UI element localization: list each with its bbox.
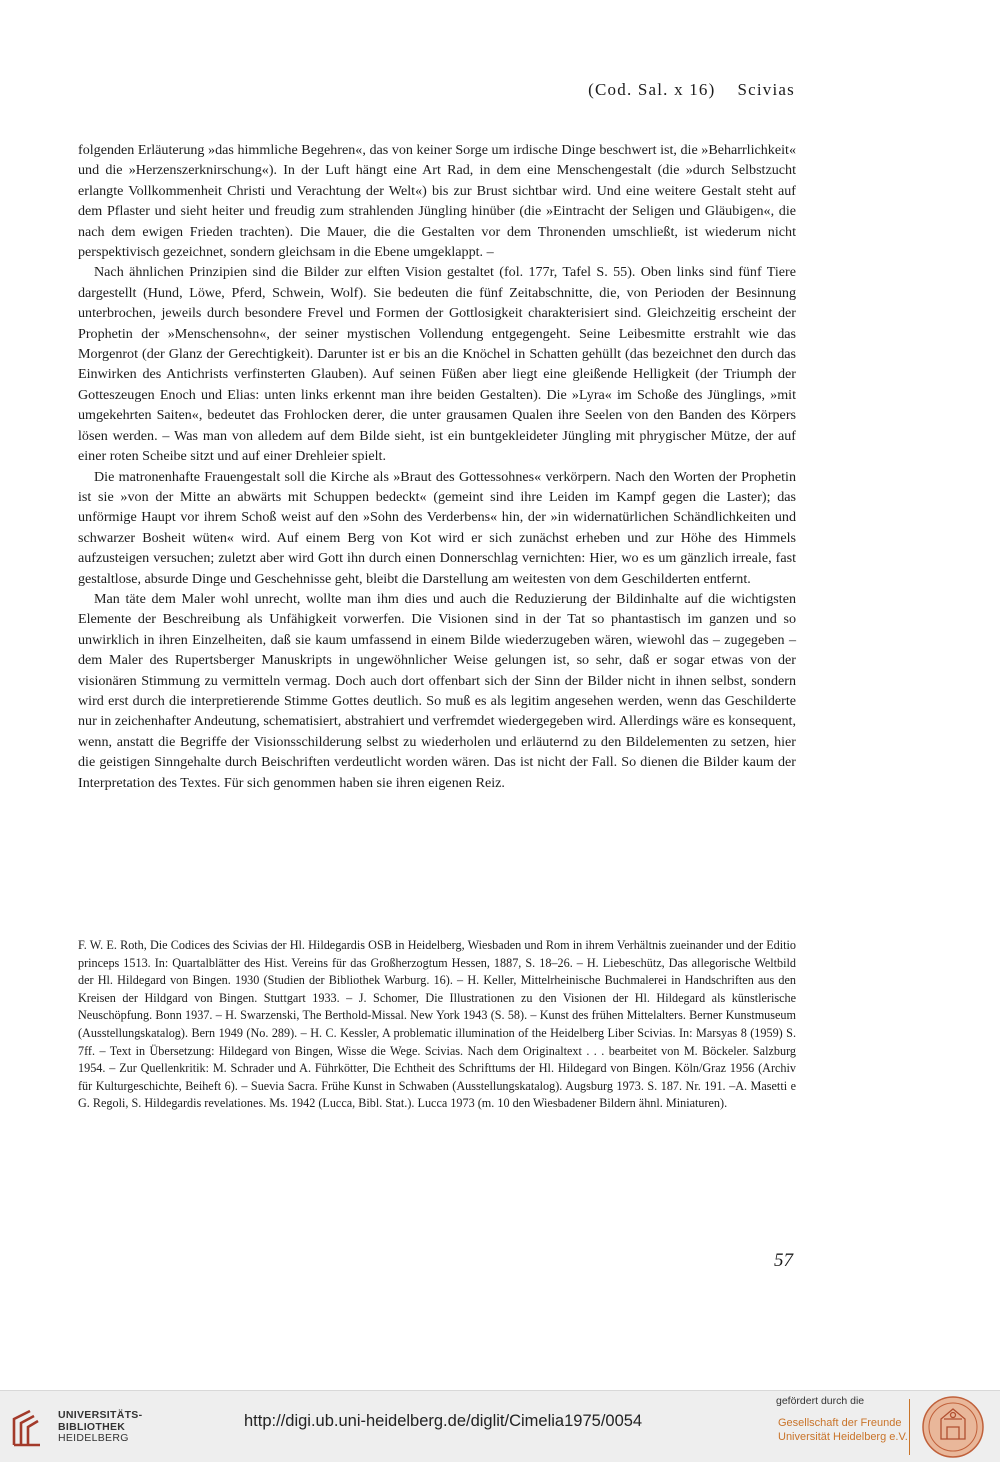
paragraph: folgenden Erläuterung »das himmliche Begehren«, das von keiner Sorge um irdische Dinge beschwert ist, die »Beharrlichkeit« und die »Herzenszerknirschung«). In der Luft hängt eine Art Rad, in dem eine Menschengestalt (die »durch Selbstzucht erlangte Vollkommenheit Christi und Verachtung der Welt«) bis zur Brust sichtbar wird. Und eine weitere Gestalt steht auf dem Pflaster und sieht heiter und freudig zum strahlenden Jüngling hinüber (die »Eintracht der Seligen und Gläubigen«, die nach dem ewigen Frieden trachten). Die Mauer, die die Gestalten vor dem Thronenden umschließt, ist wiederum nicht perspektivisch gezeichnet, sondern gleichsam in die Ebene umgeklappt. –	[78, 142, 796, 261]
library-name-line: UNIVERSITÄTS-	[58, 1409, 143, 1421]
sponsor-name: Universität Heidelberg e.V.	[778, 1431, 908, 1443]
running-head-codex: (Cod. Sal. x 16)	[588, 80, 716, 99]
running-head	[588, 80, 795, 100]
running-head-title: Scivias	[737, 80, 795, 99]
footer-bar	[0, 1390, 1000, 1462]
library-name	[58, 1410, 142, 1445]
university-library-logo-icon	[10, 1407, 54, 1447]
sponsor-name: Gesellschaft der Freunde	[778, 1417, 902, 1429]
body-text	[78, 140, 796, 793]
library-name-line: BIBLIOTHEK	[58, 1420, 126, 1433]
paragraph: Die matronenhafte Frauengestalt soll die Kirche als »Braut des Gottessohnes« verkörpern. Nach den Worten der Prophetin ist sie »von der Mitte an abwärts mit Schuppen bedeckt« (gemeint sind ihre Leiden im Kampf gegen die Laster); das unförmige Haupt vor ihrem Schoß weist auf den »Sohn des Verderbens« hin, der »in widernatürlichen Schändlichkeiten und schwarzer Bosheit wüten« wird. Auf einem Berg von Kot wird er sich zunächst erheben und zur Höhe des Himmels aufzusteigen versuchen; zuletzt aber wird Gott ihn durch einen Donnerschlag vernichten: Hier, wo es um gänzlich irreale, fast gestaltlose, absurde Dinge und Geschehnisse geht, bleibt die Darstellung am weitesten von dem Geschilderten entfernt.	[78, 468, 796, 587]
bibliography-note: F. W. E. Roth, Die Codices des Scivias der Hl. Hildegardis OSB in Heidelberg, Wiesbaden und Rom in ihrem Verhältnis zueinander und der Editio princeps 1513. In: Quartalblätter des Hist. Vereins für das Großherzogtum Hessen, 1887, S. 18–26. – H. Liebeschütz, Das allegorische Weltbild der Hl. Hildegard von Bingen. 1930 (Studien der Bibliothek Warburg. 16). – H. Keller, Mittelrheinische Buchmalerei in Handschriften aus den Kreisen der Hildgard von Bingen. Stuttgart 1933. – J. Schomer, Die Illustrationen zu den Visionen der Hl. Hildegard als künstlerische Neuschöpfung. Bonn 1937. – H. Swarzenski, The Berthold-Missal. New York 1943 (S. 58). – Kunst des frühen Mittelalters. Berner Kunstmuseum (Ausstellungskatalog). Bern 1949 (No. 289). – H. C. Kessler, A problematic illumination of the Heidelberg Liber Scivias. In: Marsyas 8 (1959) S. 7ff. – Text in Übersetzung: Hildegard von Bingen, Wisse die Wege. Scivias. Nach dem Originaltext . . . bearbeitet von M. Böckeler. Salzburg 1954. – Zur Quellenkritik: M. Schrader und A. Führkötter, Die Echtheit des Schrifttums der Hl. Hildegard von Bingen. Köln/Graz 1956 (Archiv für Kulturgeschichte, Beiheft 6). – Suevia Sacra. Frühe Kunst in Schwaben (Ausstellungskatalog). Augsburg 1973. S. 187. Nr. 191. –A. Masetti e G. Regoli, S. Hildegardis revelationes. Ms. 1942 (Lucca, Bibl. Stat.). Lucca 1973 (m. 10 den Wiesbadener Bildern ähnl. Miniaturen).	[78, 938, 796, 1111]
library-name-line: HEIDELBERG	[58, 1432, 129, 1444]
paragraph: Nach ähnlichen Prinzipien sind die Bilder zur elften Vision gestaltet (fol. 177r, Tafel S. 55). Oben links sind fünf Tiere dargestellt (Hund, Löwe, Pferd, Schwein, Wolf). Sie bedeuten die fünf Zeitabschnitte, die, von Perioden der Besinnung unterbrochen, jeweils durch besondere Frevel und Formen der Gottlosigkeit charakterisiert sind. Gleichzeitig erscheint der Prophetin der »Menschensohn«, der seiner mystischen Vollendung entgegengeht. Seine Leibesmitte erstrahlt wie das Morgenrot (der Glanz der Gerechtigkeit). Darunter ist er bis an die Knöchel in Schatten gehüllt (das bezeichnet den durch das Einwirken des Antichrists verfinsterten Glauben). Auf seinen Füßen aber liegt eine gleißende Helligkeit (der Triumph der Gotteszeugen Enoch und Elias: unten links erkennt man ihre beiden Gestalten). Die »Lyra« im Schoße des Jünglings, »mit umgekehrten Saiten«, bedeutet das Frohlocken derer, die unter grausamen Qualen ihre Seelen von den Banden des Körpers lösen werden. – Was man von alledem auf dem Bilde sieht, ist ein buntgekleideter Jüngling mit phrygischer Mütze, der auf einer roten Scheibe sitzt und auf einer Drehleier spielt.	[78, 264, 796, 465]
university-seal-icon	[920, 1395, 986, 1459]
footer-divider	[909, 1399, 910, 1455]
sponsor-label: gefördert durch die	[776, 1395, 865, 1407]
page-number: 57	[774, 1250, 793, 1271]
permalink-url[interactable]: http://digi.ub.uni-heidelberg.de/diglit/Cimelia1975/0054	[244, 1412, 643, 1430]
paragraph: Man täte dem Maler wohl unrecht, wollte man ihm dies und auch die Reduzierung der Bildinhalte auf die wichtigsten Elemente der Beschreibung als Unfähigkeit vorwerfen. Die Visionen sind in der Tat so phantastisch im ganzen und so unwirklich in ihren Einzelheiten, daß sie kaum umfassend in einem Bilde wiederzugeben wären, wiewohl das – zugegeben – dem Maler des Rupertsberger Manuskripts in ungewöhnlicher Weise gelungen ist, so sehr, daß er sogar etwas von der visionären Stimmung zu vermitteln vermag. Doch auch dort offenbart sich der Sinn der Bilder nicht in ihnen selbst, sondern wird erst durch die interpretierende Stimme Gottes deutlich. So muß es als legitim angesehen werden, wenn das Geschilderte nur in zeichenhafter Andeutung, schematisiert, abstrahiert und verfremdet wiedergegeben wird. Allerdings wäre es konsequent, wenn, anstatt die Begriffe der Visionsschilderung selbst zu wiederholen und erläuternd zu den Bildelementen zu setzen, hier die geistigen Sinngehalte durch Beischriften verdeutlicht worden wären. Das ist nicht der Fall. So dienen die Bilder kaum der Interpretation des Textes. Für sich genommen haben sie ihren eigenen Reiz.	[78, 590, 796, 791]
